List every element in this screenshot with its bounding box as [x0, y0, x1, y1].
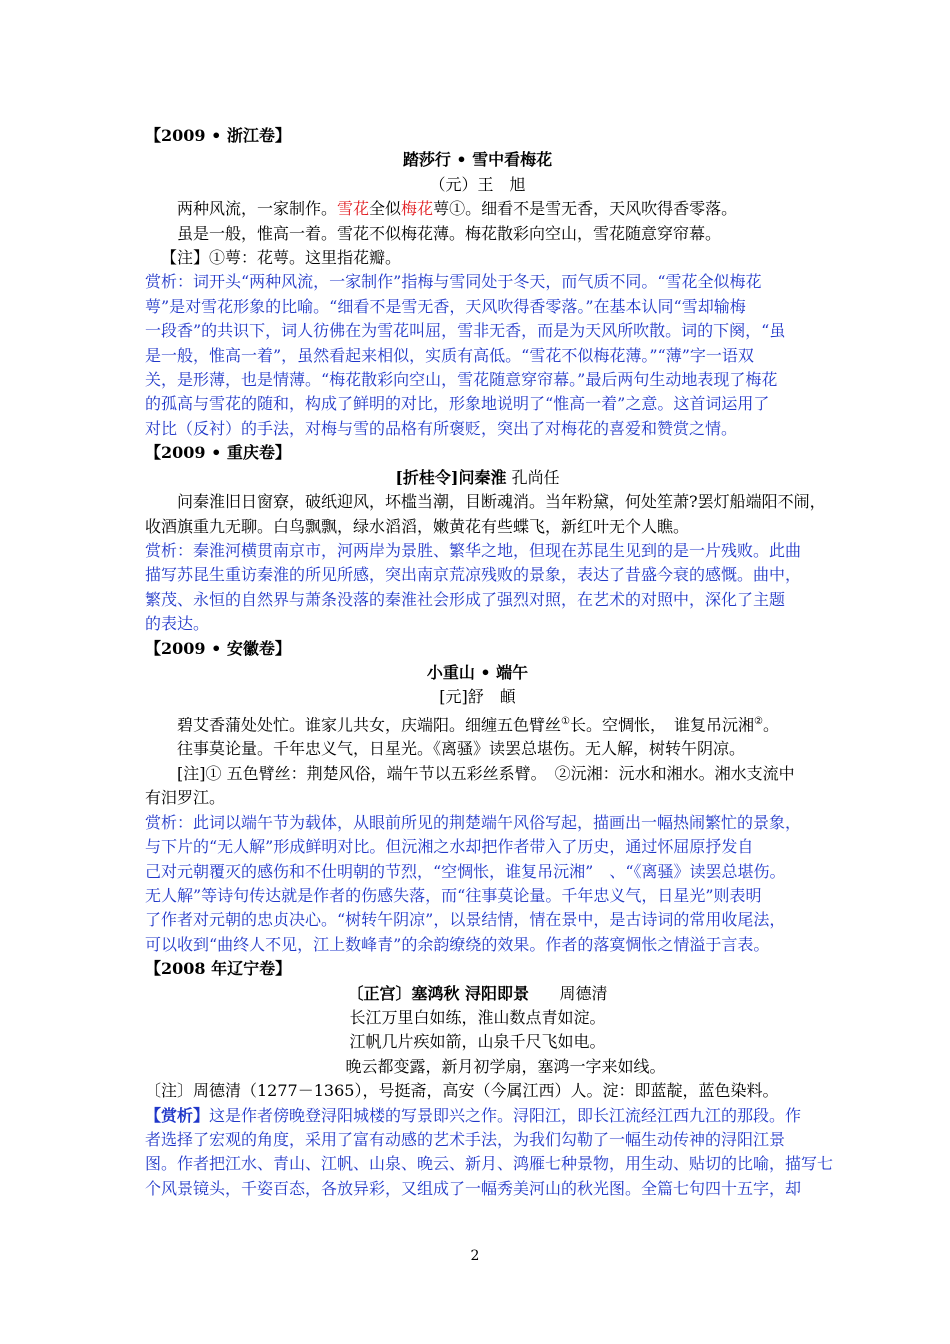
poem-title: [折桂令]问秦淮: [395, 467, 507, 487]
poem-title-line: [145, 466, 810, 490]
analysis-line: 个风景镜头，千姿百态，各放异彩，又组成了一幅秀美河山的秋光图。全篇七句四十五字，却: [145, 1178, 802, 1198]
analysis-line: 己对元朝覆灭的感伤和不仕明朝的节烈，“空惆怅，谁复吊沅湘” 、“《离骚》读罢总堪伤。: [145, 861, 786, 881]
analysis-line: 赏析：此词以端午节为载体，从眼前所见的荆楚端午风俗写起，描画出一幅热闹繁忙的景象，: [145, 812, 802, 832]
poem-note: [注]① 五色臂丝：荆楚风俗，端午节以五彩丝系臂。 ②沅湘：沅水和湘水。湘水支流中: [177, 763, 795, 783]
section-heading: 【2009 • 重庆卷】: [145, 443, 291, 463]
poem-text: 全似: [369, 199, 402, 219]
analysis-line: 赏析：词开头“两种风流，一家制作”指梅与雪同处于冬天，而气质不同。“雪花全似梅花: [145, 272, 762, 292]
analysis-text: 这是作者傍晚登浔阳城楼的写景即兴之作。浔阳江，即长江流经江西九江的那段。作: [209, 1105, 802, 1125]
poem-title: 小重山 • 端午: [426, 662, 529, 682]
section-heading: 【2009 • 安徽卷】: [145, 638, 291, 658]
analysis-line: 是一般，惟高一着”，虽然看起来相似，实质有高低。“雪花不似梅花薄。”“薄”字一语双: [145, 345, 754, 365]
analysis-line: 者选择了宏观的角度，采用了富有动感的艺术手法，为我们勾勒了一幅生动传神的浔阳江景: [145, 1129, 786, 1149]
poem-line: 虽是一般，惟高一着。雪花不似梅花薄。梅花散彩向空山，雪花随意穿帘幕。: [177, 223, 722, 243]
poem-title-line: [145, 982, 810, 1006]
footnote-mark: ①: [561, 715, 570, 727]
analysis-line: 与下片的“无人解”形成鲜明对比。但沅湘之水却把作者带入了历史，通过怀屈原抒发自: [145, 837, 754, 857]
analysis-line: 图。作者把江水、青山、江帆、山泉、晚云、新月、鸿雁七种景物，用生动、贴切的比喻，描写七: [145, 1154, 834, 1174]
poem-author: [元]舒 頔: [439, 687, 516, 707]
poem-note: 〔注〕周德清（1277－1365），号挺斋，高安（今属江西）人。淀：即蓝靛，蓝色染料。: [145, 1081, 779, 1101]
analysis-line: 繁茂、永恒的自然界与萧条没落的秦淮社会形成了强烈对照，在艺术的对照中，深化了主题: [145, 589, 786, 609]
poem-title: 踏莎行 • 雪中看梅花: [402, 150, 553, 170]
analysis-line: 赏析：秦淮河横贯南京市，河两岸为景胜、繁华之地，但现在苏昆生见到的是一片残败。此曲: [145, 540, 802, 560]
poem-line: 往事莫论量。千年忠义气，日星光。《离骚》读罢总堪伤。无人解，树转午阴凉。: [177, 739, 746, 759]
analysis-line: 无人解”等诗句传达就是作者的伤感失落，而“往事莫论量。千年忠义气，日星光”则表明: [145, 885, 762, 905]
poem-text: 萼①。细看不是雪无香，天风吹得香零落。: [433, 199, 738, 219]
analysis-label: 【赏析】: [145, 1105, 210, 1125]
footnote-mark: ②: [754, 715, 763, 727]
poem-author: 周德清: [559, 983, 608, 1003]
analysis-line: 的孤高与雪花的随和，构成了鲜明的对比，形象地说明了“惟高一着”之意。这首词运用了: [145, 394, 770, 414]
analysis-line: 一段香”的共识下，词人彷佛在为雪花叫屈，雪非无香，而是为天风所吹散。词的下阕，“虽: [145, 321, 786, 341]
poem-line: [145, 710, 810, 738]
poem-note: 有汨罗江。: [145, 788, 226, 808]
analysis-line: 萼”是对雪花形象的比喻。“细看不是雪无香，天风吹得香零落。”在基本认同“雪却输梅: [145, 296, 746, 316]
highlight-text: 雪花: [337, 199, 370, 219]
analysis-line: 的表达。: [145, 614, 210, 634]
poem-text: 两种风流，一家制作。: [177, 199, 338, 219]
highlight-text: 梅花: [401, 199, 434, 219]
poem-line: 长江万里白如练，淮山数点青如淀。: [349, 1007, 606, 1027]
poem-line: 江帆几片疾如箭，山泉千尺飞如电。: [349, 1032, 606, 1052]
analysis-line: 关，是形薄，也是情薄。“梅花散彩向空山，雪花随意穿帘幕。”最后两句生动地表现了梅花: [145, 370, 778, 390]
poem-line: [145, 197, 810, 221]
poem-text: 。: [762, 715, 779, 735]
poem-line: 收酒旗重九无聊。白鸟飘飘，绿水滔滔，嫩黄花有些蝶飞，新红叶无个人瞧。: [145, 516, 690, 536]
analysis-line: 描写苏昆生重访秦淮的所见所感，突出南京荒凉残败的景象，表达了昔盛今衰的感慨。曲中，: [145, 565, 802, 585]
poem-line: 晚云都变露，新月初学扇，塞鸿一字来如线。: [345, 1056, 666, 1076]
poem-line: 问秦淮旧日窗寮，破纸迎风，坏槛当潮，目断魂消。当年粉黛，何处笙萧?罢灯船端阳不闹，: [177, 492, 826, 512]
poem-text: 碧艾香蒲处处忙。谁家儿共女，庆端阳。细缠五色臂丝: [177, 715, 562, 735]
analysis-line: [145, 1104, 810, 1128]
page-number: 2: [470, 1248, 480, 1264]
section-heading: 【2008 年辽宁卷】: [145, 959, 292, 979]
poem-author: （元）王 旭: [429, 174, 526, 194]
analysis-line: 了作者对元朝的忠贞决心。“树转午阴凉”，以景结情，情在景中，是古诗词的常用收尾法，: [145, 910, 786, 930]
poem-title: 〔正宫〕塞鸿秋 浔阳即景: [347, 983, 530, 1003]
section-heading: 【2009 • 浙江卷】: [145, 126, 291, 145]
poem-text: 长。空惆怅， 谁复吊沅湘: [569, 715, 754, 735]
page-content: [145, 124, 834, 1201]
analysis-line: 对比（反衬）的手法，对梅与雪的品格有所褒贬，突出了对梅花的喜爱和赞赏之情。: [145, 418, 738, 438]
poem-author: 孔尚任: [511, 467, 560, 487]
poem-note: 【注】①萼：花萼。这里指花瓣。: [161, 248, 402, 268]
analysis-line: 可以收到“曲终人不见，江上数峰青”的余韵缭绕的效果。作者的落寞惆怅之情溢于言表。: [145, 934, 770, 954]
